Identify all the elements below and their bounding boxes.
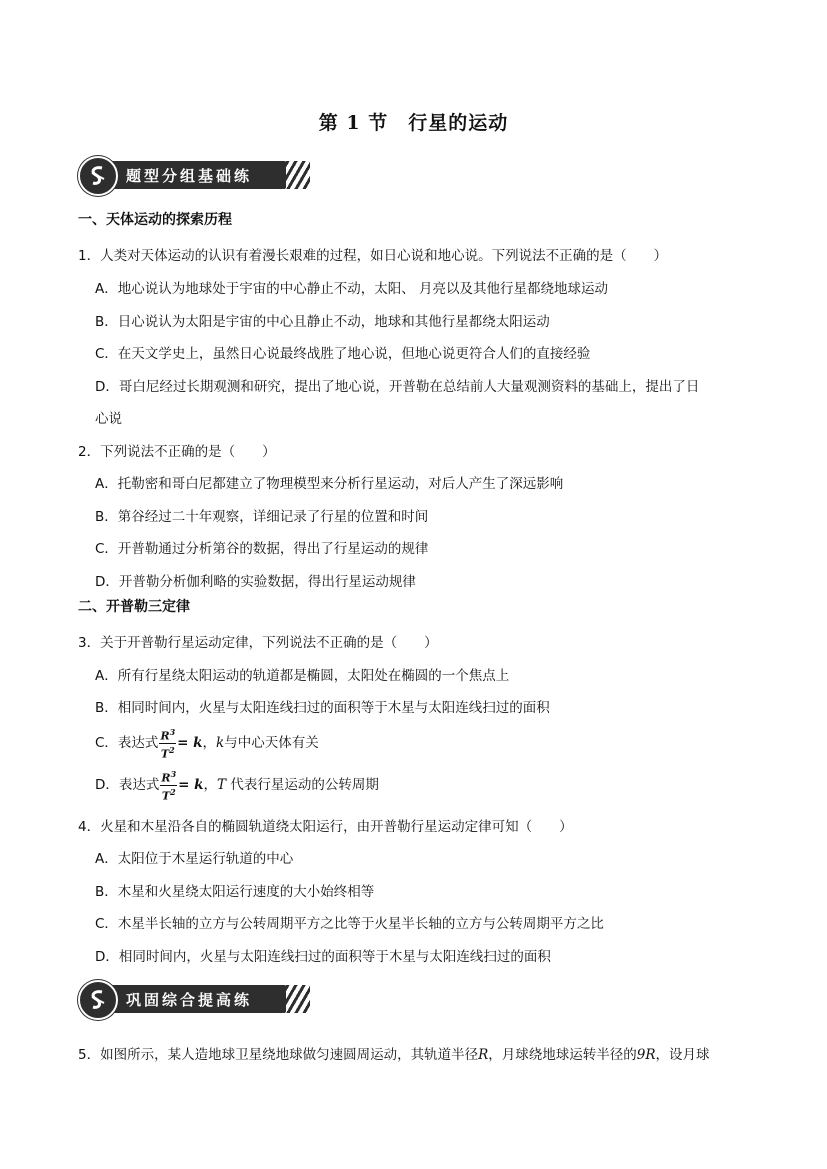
section-heading: 一、天体运动的探索历程 (78, 212, 232, 228)
option-c (95, 726, 319, 760)
option-c: C．木星半长轴的立方与公转周期平方之比等于火星半长轴的立方与公转周期平方之比 (95, 916, 604, 932)
question-stem-end: ，设月球 (655, 1047, 710, 1063)
question-number: 1． (78, 248, 101, 264)
question-2 (78, 440, 276, 460)
option-a: A．地心说认为地球处于宇宙的中心静止不动，太阳、 月亮以及其他行星都绕地球运动 (95, 281, 609, 297)
formula-rhs: = k (178, 777, 204, 794)
option-d-suffix: 代表行星运动的公转周期 (230, 777, 379, 794)
option-b: B．相同时间内，火星与太阳连线扫过的面积等于木星与太阳连线扫过的面积 (95, 700, 550, 716)
section-heading: 二、开普勒三定律 (78, 599, 190, 615)
question-number: 3． (78, 635, 101, 651)
formula-r: R (160, 729, 170, 743)
formula-rhs: = k (177, 735, 203, 752)
page-title: 第 1 节 行星的运动 (318, 112, 509, 134)
symbol-9r: 9R (636, 1047, 656, 1063)
formula-t-exp: 2 (170, 786, 176, 797)
option-c-prefix: C．表达式 (95, 735, 159, 752)
question-stem-mid: ，月球绕地球运转半径的 (488, 1047, 637, 1063)
question-1 (78, 244, 667, 264)
question-number: 2． (78, 444, 101, 460)
banner-label: 巩固综合提高练 (126, 991, 253, 1009)
option-c: C．在天文学史上，虽然日心说最终战胜了地心说，但地心说更符合人们的直接经验 (95, 346, 591, 362)
section-banner-advanced (78, 980, 310, 1018)
formula-r: R (161, 771, 171, 785)
option-d-prefix: D．表达式 (95, 777, 160, 794)
option-a: A．所有行星绕太阳运动的轨道都是椭圆，太阳处在椭圆的一个焦点上 (95, 668, 510, 684)
option-d (95, 768, 379, 802)
formula-t: T (161, 789, 171, 803)
question-3 (78, 631, 438, 651)
option-d: D．开普勒分析伽利略的实验数据，得出行星运动规律 (95, 574, 416, 590)
option-d: D．相同时间内，火星与太阳连线扫过的面积等于木星与太阳连线扫过的面积 (95, 949, 551, 965)
formula-r-exp: 3 (170, 769, 177, 779)
section-banner-basic (78, 156, 310, 194)
option-a: A．太阳位于木星运行轨道的中心 (95, 851, 294, 867)
question-4 (78, 815, 573, 835)
option-b: B．第谷经过二十年观察，详细记录了行星的位置和时间 (95, 509, 429, 525)
kepler-formula (159, 726, 176, 760)
separator: ， (203, 777, 218, 794)
question-stem: 关于开普勒行星运动定律，下列说法不正确的是（ ） (100, 635, 438, 651)
banner-label: 题型分组基础练 (126, 167, 253, 185)
option-c: C．开普勒通过分析第谷的数据，得出了行星运动的规律 (95, 541, 429, 557)
question-5 (78, 1043, 710, 1063)
symbol-k: k (216, 735, 225, 752)
option-b: B．木星和火星绕太阳运行速度的大小始终相等 (95, 884, 375, 900)
option-c-suffix: 与中心天体有关 (224, 735, 319, 752)
banner-emblem-icon (78, 980, 118, 1020)
symbol-r: R (478, 1047, 489, 1063)
option-d: D．哥白尼经过长期观测和研究，提出了地心说，开普勒在总结前人大量观测资料的基础上，提出了日 (95, 379, 700, 395)
option-a: A．托勒密和哥白尼都建立了物理模型来分析行星运动，对后人产生了深远影响 (95, 476, 564, 492)
question-stem: 如图所示，某人造地球卫星绕地球做匀速圆周运动，其轨道半径 (100, 1047, 479, 1063)
question-number: 5． (78, 1047, 101, 1063)
question-number: 4． (78, 819, 101, 835)
banner-emblem-icon (78, 156, 118, 196)
option-d-continued: 心说 (95, 411, 122, 427)
question-stem: 火星和木星沿各自的椭圆轨道绕太阳运行，由开普勒行星运动定律可知（ ） (100, 819, 573, 835)
formula-r-exp: 3 (169, 727, 176, 737)
question-stem: 下列说法不正确的是（ ） (100, 444, 276, 460)
kepler-formula (160, 768, 177, 802)
symbol-t: T (217, 777, 227, 794)
option-b: B．日心说认为太阳是宇宙的中心且静止不动，地球和其他行星都绕太阳运动 (95, 314, 550, 330)
formula-t: T (160, 747, 170, 761)
question-stem: 人类对天体运动的认识有着漫长艰难的过程，如日心说和地心说。下列说法不正确的是（ ） (100, 248, 668, 264)
separator: ， (202, 735, 217, 752)
formula-t-exp: 2 (169, 744, 175, 755)
